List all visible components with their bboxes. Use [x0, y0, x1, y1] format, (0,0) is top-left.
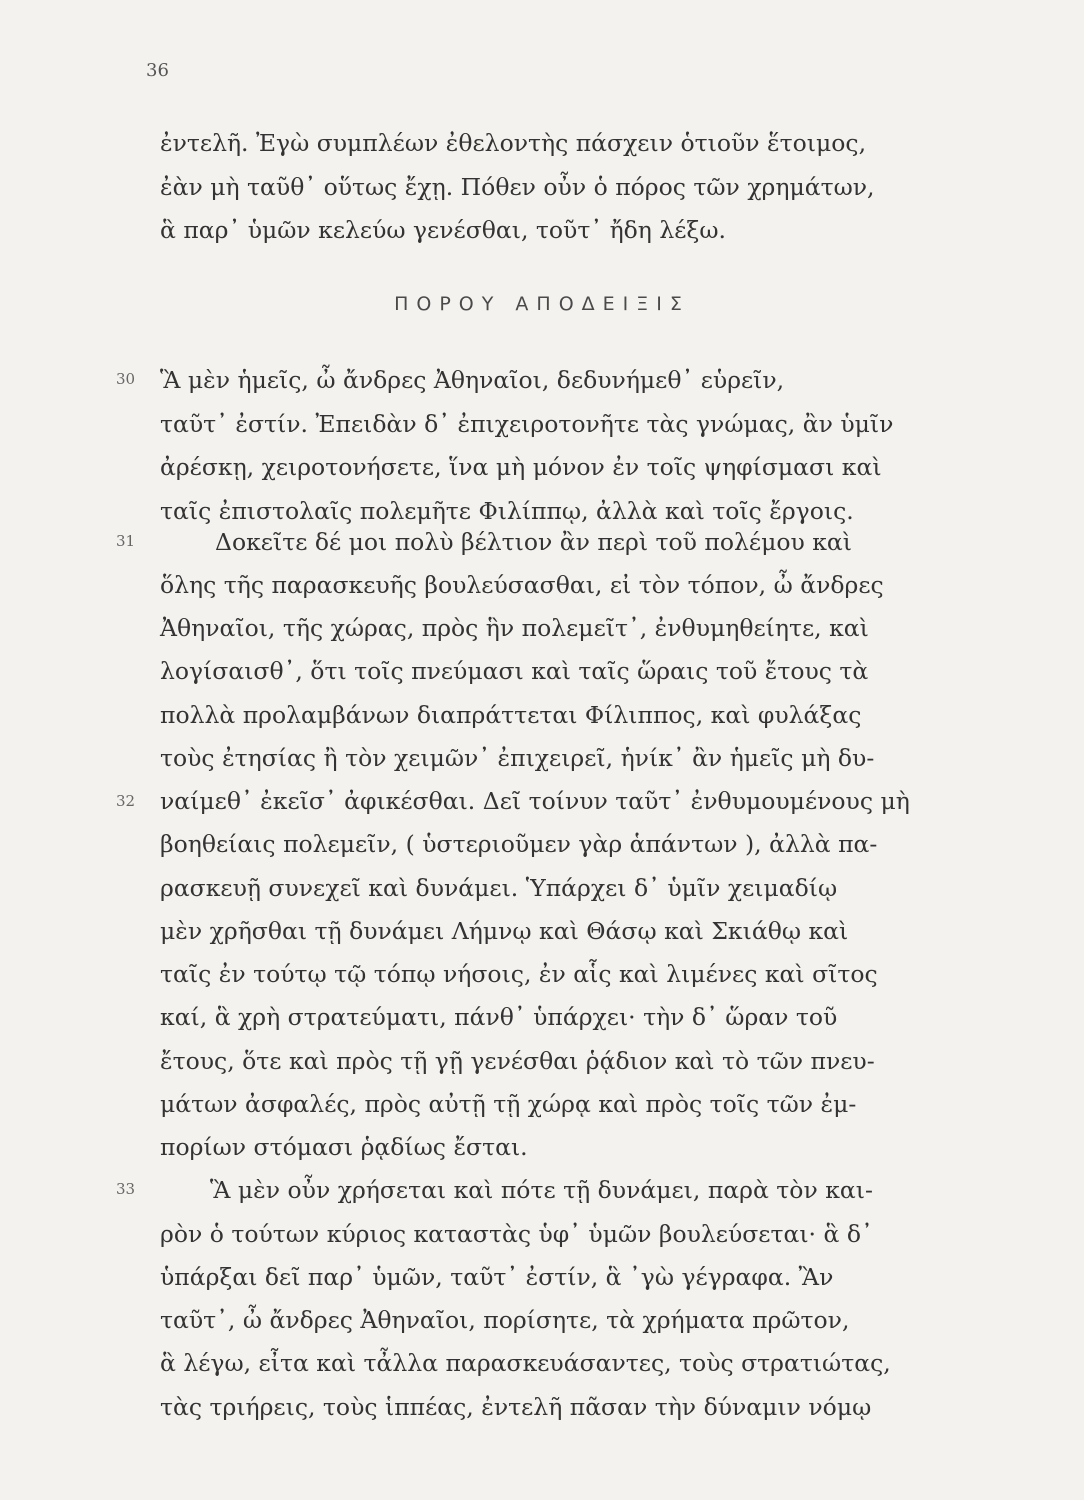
text-line: ρὸν ὁ τούτων κύριος καταστὰς ὑφ᾽ ὑμῶν βουλεύσεται· ἃ δ᾽: [160, 1220, 873, 1248]
text-line: ἐὰν μὴ ταῦθ᾽ οὕτως ἔχῃ. Πόθεν οὖν ὁ πόρος τῶν χρημάτων,: [160, 173, 875, 201]
text-line: τοὺς ἐτησίας ἢ τὸν χειμῶν᾽ ἐπιχειρεῖ, ἡνίκ᾽ ἂν ἡμεῖς μὴ δυ-: [160, 744, 875, 772]
section-number: 33: [116, 1180, 136, 1198]
text-line: ρασκευῇ συνεχεῖ καὶ δυνάμει. Ὑπάρχει δ᾽ ὑμῖν χειμαδίῳ: [160, 874, 838, 902]
text-line: ὑπάρξαι δεῖ παρ᾽ ὑμῶν, ταῦτ᾽ ἐστίν, ἃ ᾽γὼ γέγραφα. Ἂν: [160, 1263, 834, 1291]
section-number: 32: [116, 792, 136, 810]
text-line: καί, ἃ χρὴ στρατεύματι, πάνθ᾽ ὑπάρχει· τὴν δ᾽ ὥραν τοῦ: [160, 1003, 838, 1031]
text-line: πορίων στόμασι ῥᾳδίως ἔσται.: [160, 1133, 528, 1161]
text-line: ἀρέσκῃ, χειροτονήσετε, ἵνα μὴ μόνον ἐν τοῖς ψηφίσμασι καὶ: [160, 453, 882, 481]
text-line: ἃ λέγω, εἶτα καὶ τἆλλα παρασκευάσαντες, τοὺς στρατιώτας,: [160, 1349, 891, 1377]
text-line: ὅλης τῆς παρασκευῆς βουλεύσασθαι, εἰ τὸν τόπον, ὦ ἄνδρες: [160, 571, 884, 599]
text-line: ἃ παρ᾽ ὑμῶν κελεύω γενέσθαι, τοῦτ᾽ ἤδη λέξω.: [160, 216, 726, 244]
text-line: ἔτους, ὅτε καὶ πρὸς τῇ γῇ γενέσθαι ῥᾴδιον καὶ τὸ τῶν πνευ-: [160, 1047, 875, 1075]
text-line: πολλὰ προλαμβάνων διαπράττεται Φίλιππος, καὶ φυλάξας: [160, 701, 862, 729]
page-number: 36: [146, 60, 169, 81]
text-line: βοηθείαις πολεμεῖν, ( ὑστεριοῦμεν γὰρ ἁπάντων ), ἀλλὰ πα-: [160, 830, 878, 858]
text-line: ταῦτ᾽, ὦ ἄνδρες Ἀθηναῖοι, πορίσητε, τὰ χρήματα πρῶτον,: [160, 1306, 850, 1334]
text-line: μάτων ἀσφαλές, πρὸς αὐτῇ τῇ χώρᾳ καὶ πρὸς τοῖς τῶν ἐμ-: [160, 1090, 857, 1118]
text-line: τὰς τριήρεις, τοὺς ἱππέας, ἐντελῆ πᾶσαν τὴν δύναμιν νόμῳ: [160, 1393, 872, 1421]
section-number: 30: [116, 370, 136, 388]
text-line: ταῖς ἐπιστολαῖς πολεμῆτε Φιλίππῳ, ἀλλὰ καὶ τοῖς ἔργοις.: [160, 497, 854, 525]
section-heading: ΠΟΡΟΥ ΑΠΟΔΕΙΞΙΣ: [394, 293, 690, 315]
text-line: Ἃ μὲν ἡμεῖς, ὦ ἄνδρες Ἀθηναῖοι, δεδυνήμεθ᾽ εὑρεῖν,: [160, 366, 785, 394]
text-line: Ἀθηναῖοι, τῆς χώρας, πρὸς ἣν πολεμεῖτ᾽, ἐνθυμηθείητε, καὶ: [160, 614, 869, 642]
section-number: 31: [116, 532, 136, 550]
text-line: Δοκεῖτε δέ μοι πολὺ βέλτιον ἂν περὶ τοῦ πολέμου καὶ: [215, 528, 853, 556]
text-line: λογίσαισθ᾽, ὅτι τοῖς πνεύμασι καὶ ταῖς ὥραις τοῦ ἔτους τὰ: [160, 657, 869, 685]
text-line: μὲν χρῆσθαι τῇ δυνάμει Λήμνῳ καὶ Θάσῳ καὶ Σκιάθῳ καὶ: [160, 917, 849, 945]
text-line: ναίμεθ᾽ ἐκεῖσ᾽ ἀφικέσθαι. Δεῖ τοίνυν ταῦτ᾽ ἐνθυμουμένους μὴ: [160, 787, 910, 815]
text-line: ταῖς ἐν τούτῳ τῷ τόπῳ νήσοις, ἐν αἷς καὶ λιμένες καὶ σῖτος: [160, 960, 878, 988]
text-line: Ἃ μὲν οὖν χρήσεται καὶ πότε τῇ δυνάμει, παρὰ τὸν και-: [210, 1176, 873, 1204]
text-line: ἐντελῆ. Ἐγὼ συμπλέων ἐθελοντὴς πάσχειν ὁτιοῦν ἕτοιμος,: [160, 129, 867, 157]
text-line: ταῦτ᾽ ἐστίν. Ἐπειδὰν δ᾽ ἐπιχειροτονῆτε τὰς γνώμας, ἂν ὑμῖν: [160, 410, 894, 438]
